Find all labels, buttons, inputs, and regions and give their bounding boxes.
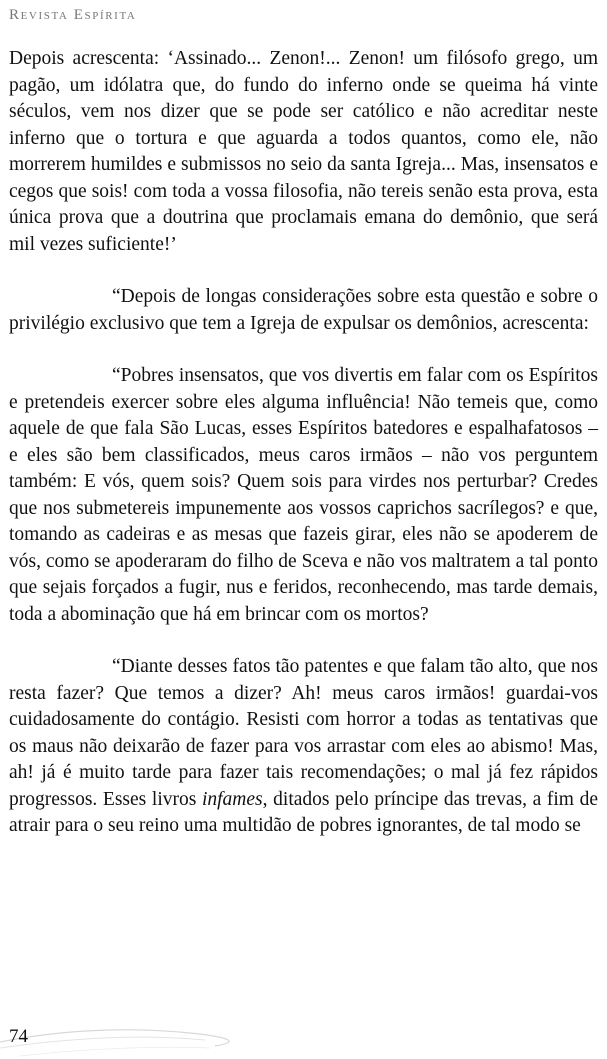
paragraph-text: “Pobres insensatos, que vos divertis em falar com os Espíritos e pretendeis exercer sobre eles alguma influência! Não temeis que, como aquele de que fala São Lucas, esses Espíritos batedores e espalhafatosos – e eles são bem classificados, meus caros irmãos – não vos perguntem também: E vós, quem sois? Quem sois para virdes nos perturbar? Credes que nos submetereis impunemente aos vossos caprichos sacrílegos? e que, tomando as cadeiras e as mesas que fazeis girar, eles não se apoderem de vós, como se apoderaram do filho de Sceva e não vos maltratem a tal ponto que sejais forçados a fugir, nus e feridos, reconhecendo, mas tarde demais, toda a abominação que há em brincar com os mortos?	[9, 365, 598, 625]
paragraph-text: Depois acrescenta: ‘Assinado... Zenon!... Zenon! um filósofo grego, um pagão, um idólatra que, do fundo do inferno onde se queima há vinte séculos, vem nos dizer que se pode ser católico e não acreditar neste inferno que o tortura e que aguarda a todos quantos, como ele, não morrerem humildes e submissos no seio da santa Igreja... Mas, insensatos e cegos que sois! com toda a vossa filosofia, não tereis senão esta prova, esta única prova que a doutrina que proclamais emana do demônio, que será mil vezes suficiente!’	[9, 48, 598, 255]
page-number: 74	[9, 1026, 28, 1047]
paragraph-text: , ditados pelo príncipe das trevas, a fim de atrair para o seu reino uma multidão de pobres ignorantes, de tal modo se	[9, 788, 598, 836]
paragraph-gap	[9, 337, 598, 363]
paragraph-text: “Depois de longas considerações sobre esta questão e sobre o privilégio exclusivo que tem a Igreja de expulsar os demônios, acrescenta:	[9, 286, 598, 334]
paragraph-gap	[9, 628, 598, 654]
body-paragraph	[9, 654, 598, 840]
paragraph-gap	[9, 258, 598, 284]
decorative-swoosh	[0, 1012, 300, 1059]
running-header: Revista Espírita	[9, 7, 137, 23]
body-paragraph	[9, 363, 598, 628]
italic-text: infames	[201, 788, 263, 810]
page-body	[9, 46, 598, 840]
paragraph-text: “Diante desses fatos tão patentes e que falam tão alto, que nos resta fazer? Que temos a dizer? Ah! meus caros irmãos! guardai-vos cuidadosamente do contágio. Resisti com horror a todas as tentativas que os maus não deixarão de fazer para vos arrastar com eles ao abismo! Mas, ah! já é muito tarde para fazer tais recomendações; o mal já fez rápidos progressos. Esses livros	[9, 656, 598, 810]
body-paragraph	[9, 46, 598, 258]
body-paragraph	[9, 284, 598, 337]
